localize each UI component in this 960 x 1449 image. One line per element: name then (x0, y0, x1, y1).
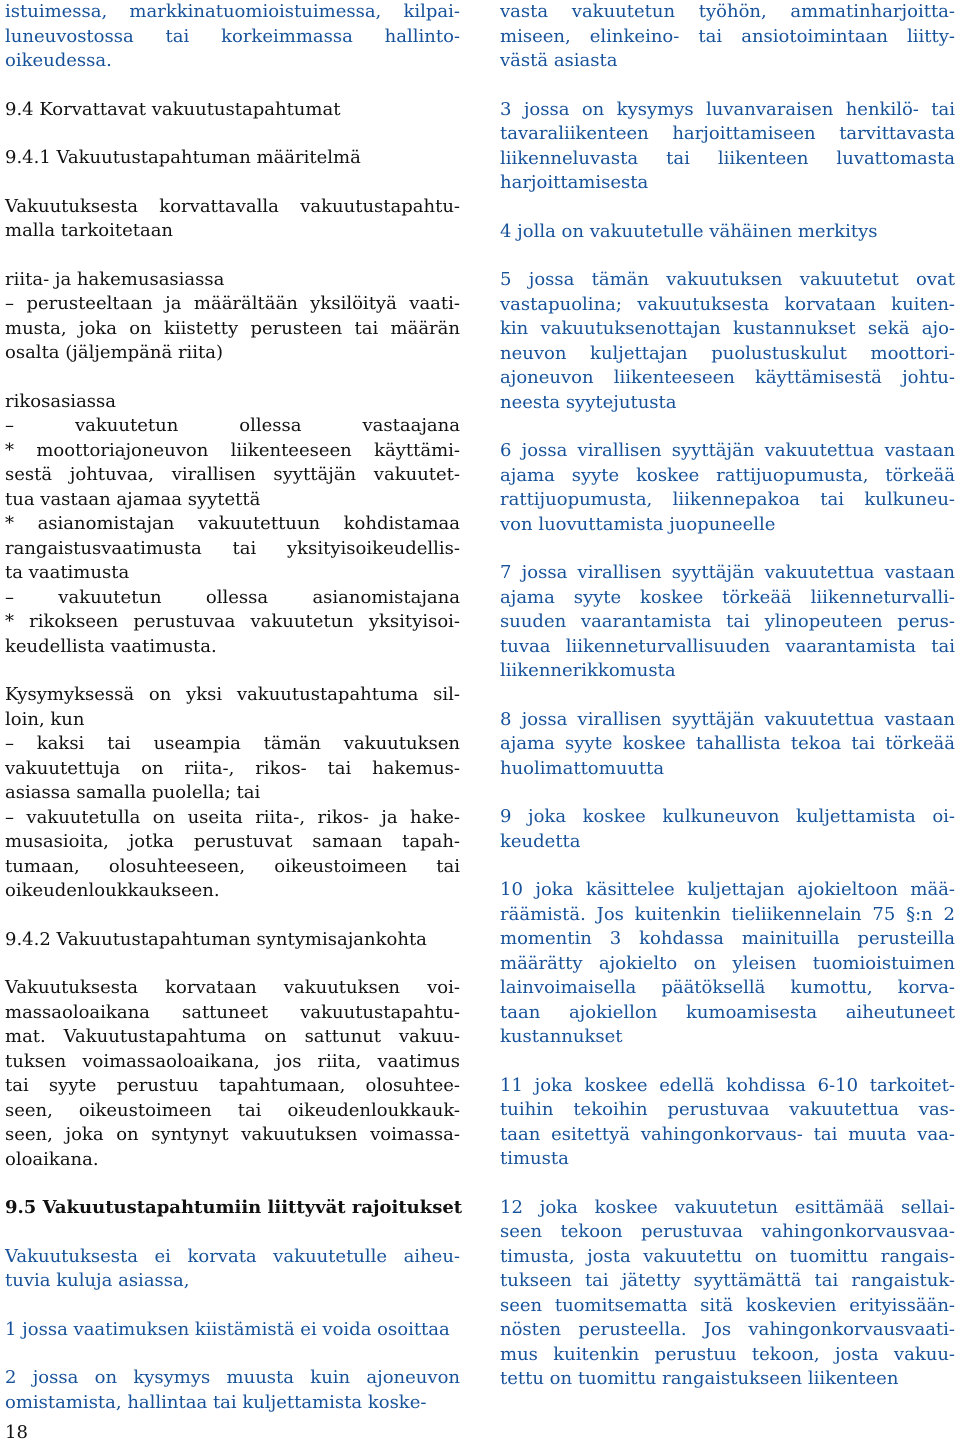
heading-9-5: 9.5 Vakuutustapahtumiin liittyvät rajoitukset (5, 1197, 463, 1218)
text-line: * rikokseen perustuvaa vakuutetun yksityisoi- (5, 611, 460, 632)
text-line: seen tuomitsematta sitä koskevien erityissään- (500, 1294, 955, 1316)
text-line: – kaksi tai useampia tämän vakuutuksen (5, 733, 460, 754)
text-line: taan esitettyä vahingonkorvaus- tai muuta vaa- (500, 1123, 955, 1145)
text-line: räämistä. Jos kuitenkin tieliikennelain 75 §:n 2 (500, 903, 955, 925)
text-line: osalta (jäljempänä riita) (5, 342, 224, 363)
heading-9-4: 9.4 Korvattavat vakuutustapahtumat (5, 98, 341, 120)
text-line: 8 jossa virallisen syyttäjän vakuutettua vastaan (500, 708, 955, 730)
text-line: musta, joka on kiistetty perusteen tai määrän (5, 317, 460, 339)
text-line: 3 jossa on kysymys luvanvaraisen henkilö- tai (500, 98, 955, 120)
text-line: Vakuutuksesta korvataan vakuutuksen voi- (5, 977, 460, 998)
text-line: suuden vaarantamista tai ylinopeuteen perus- (500, 611, 955, 632)
text-line: tuvia kuluja asiassa, (5, 1270, 190, 1291)
text-line: ajama syyte koskee törkeää liikenneturvalli- (500, 586, 955, 608)
text-line: * asianomistajan vakuutettuun kohdistamaa (5, 513, 460, 534)
text-line: luneuvostossa tai korkeimmassa hallinto- (5, 25, 460, 47)
text-line: musasioita, jotka perustuvat samaan tapah- (5, 831, 460, 852)
text-line: tettu on tuomittu rangaistukseen liikenteen (500, 1368, 899, 1389)
text-line: ajama syyte koskee rattijuopumusta, törkeää (500, 464, 955, 486)
left-column (5, 0, 463, 1415)
limit-intro (5, 1245, 460, 1294)
limit-item-9 (500, 805, 955, 854)
text-line: tukseen tai jätetty syyttämättä tai rangaistuk- (500, 1270, 955, 1291)
text-line: oloaikana. (5, 1148, 99, 1170)
text-line: * moottoriajoneuvon liikenteeseen käyttämi- (5, 439, 460, 461)
text-line: Kysymyksessä on yksi vakuutustapahtuma sil- (5, 684, 460, 705)
intro-paragraph (5, 0, 460, 74)
limit-item-6 (500, 439, 955, 537)
page-number: 18 (5, 1422, 28, 1443)
text-line: tua vastaan ajamaa syytettä (5, 488, 261, 510)
text-line: västä asiasta (500, 50, 618, 71)
text-line: von luovuttamista juopuneelle (500, 513, 776, 535)
text-line: asiassa samalla puolella; tai (5, 782, 261, 803)
text-line: – perusteeltaan ja määrältään yksilöityä vaati- (5, 293, 460, 314)
text-line: 6 jossa virallisen syyttäjän vakuutettua vastaan (500, 440, 955, 461)
text-line: kin vakuutuksenottajan kustannukset sekä ajo- (500, 318, 955, 339)
text-line: vakuutettuja on riita-, rikos- tai hakemus- (5, 757, 460, 779)
text-line: 9 joka koskee kulkuneuvon kuljettamista oi- (500, 806, 955, 827)
text-line: mat. Vakuutustapahtuma on sattunut vakuu- (5, 1026, 460, 1047)
text-line: tuksen voimassaoloaikana, jos riita, vaatimus (5, 1050, 460, 1072)
text-line: loin, kun (5, 708, 85, 730)
text-line: – vakuutetun ollessa asianomistajana (5, 586, 460, 608)
text-line: vastapuolina; vakuutuksesta korvataan kuiten- (500, 293, 955, 315)
limit-item-11 (500, 1074, 955, 1172)
text-line: seen, oikeustoimeen tai oikeudenloukkauk- (5, 1099, 460, 1121)
text-line: määrätty ajokielto on yleisen tuomioistuimen (500, 952, 955, 974)
text-line: massaoloaikana sattuneet vakuutustapahtu- (5, 1001, 460, 1023)
text-line: 10 joka käsittelee kuljettajan ajokieltoon mää- (500, 879, 955, 900)
text-line: momentin 3 kohdassa mainituilla perusteilla (500, 928, 955, 949)
text-line: tumaan, olosuhteeseen, oikeustoimeen tai (5, 855, 460, 877)
text-line: timusta, josta vakuutettu on tuomittu rangais- (500, 1245, 955, 1267)
text-line: Vakuutuksesta korvattavalla vakuutustapahtu- (5, 195, 460, 217)
text-line: ajama syyte koskee tahallista tekoa tai törkeää (500, 733, 955, 754)
riita-list (5, 292, 460, 366)
text-line: istuimessa, markkinatuomioistuimessa, kilpai- (5, 1, 460, 22)
text-line: taan ajokiellon kumoamisesta aiheutuneet (500, 1001, 955, 1023)
text-line: 4 jolla on vakuutetulle vähäinen merkitys (500, 220, 878, 242)
text-line: – vakuutetun ollessa vastaajana (5, 415, 460, 436)
text-line: seen, joka on syntynyt vakuutuksen voimassa- (5, 1124, 460, 1145)
text-line: rangaistusvaatimusta tai yksityisoikeudellis- (5, 537, 460, 559)
text-line: lainvoimaisella päätöksellä kumottu, korva- (500, 977, 955, 998)
text-line: nösten perusteella. Jos vahingonkorvausvaati- (500, 1319, 955, 1340)
limit-item-12 (500, 1196, 955, 1392)
text-line: oikeudenloukkaukseen. (5, 880, 220, 901)
right-column (500, 0, 955, 1392)
text-line: oikeudessa. (5, 50, 112, 71)
riita-title: riita- ja hakemusasiassa (5, 268, 225, 290)
one-event-paragraph (5, 683, 460, 904)
text-line: keudetta (500, 830, 581, 852)
text-line: 2 jossa on kysymys muusta kuin ajoneuvon (5, 1367, 460, 1388)
text-line: 11 joka koskee edellä kohdissa 6-10 tarkoitet- (500, 1074, 955, 1096)
text-line: rattijuopumusta, liikennepakoa tai kulkuneu- (500, 489, 955, 510)
limit-item-1 (5, 1318, 460, 1343)
text-line: Vakuutuksesta ei korvata vakuutetulle aiheu- (5, 1245, 460, 1267)
text-line: keudellista vaatimusta. (5, 635, 217, 657)
text-line: tuihin tekoihin perustuvaa vakuutettua vas- (500, 1099, 955, 1120)
text-line: 5 jossa tämän vakuutuksen vakuutetut ovat (500, 269, 955, 290)
text-line: vasta vakuutetun työhön, ammatinharjoitta- (500, 1, 955, 22)
time-paragraph (5, 976, 460, 1172)
text-line: seen tekoon perustuvaa vahingonkorvausvaa- (500, 1221, 955, 1242)
limit-item-8 (500, 708, 955, 782)
definition-paragraph (5, 195, 460, 244)
text-line: tavaraliikenteen harjoittamiseen tarvittavasta (500, 123, 955, 144)
text-line: kustannukset (500, 1026, 623, 1047)
text-line: omistamista, hallintaa tai kuljettamista koske- (5, 1391, 427, 1413)
text-line: mus kuitenkin perustuu tekoon, josta vakuu- (500, 1343, 955, 1365)
limit-item-7 (500, 561, 955, 684)
text-line: ajoneuvon liikenteeseen käyttämisestä johtu- (500, 367, 955, 388)
limit-item-2 (5, 1366, 460, 1415)
text-line: neuvon kuljettajan puolustuskulut moottori- (500, 342, 955, 364)
text-line: sestä johtuvaa, virallisen syyttäjän vakuutet- (5, 464, 460, 485)
text-line: neesta syytejutusta (500, 391, 677, 413)
text-line: malla tarkoitetaan (5, 220, 174, 241)
text-line: timusta (500, 1148, 569, 1169)
text-line: harjoittamisesta (500, 172, 649, 193)
text-line: 7 jossa virallisen syyttäjän vakuutettua vastaan (500, 562, 955, 583)
rikos-title: rikosasiassa (5, 390, 117, 412)
limit-item-4 (500, 220, 955, 245)
heading-9-4-1: 9.4.1 Vakuutustapahtuman määritelmä (5, 147, 361, 168)
heading-9-4-2: 9.4.2 Vakuutustapahtuman syntymisajankohta (5, 928, 427, 950)
limit-item-3 (500, 98, 955, 196)
text-line: huolimattomuutta (500, 757, 665, 779)
text-line: liikennerikkomusta (500, 660, 676, 681)
text-line: tai syyte perustuu tapahtumaan, olosuhtee- (5, 1075, 460, 1096)
limit-item-2-continued (500, 0, 955, 74)
text-line: tuvaa liikenneturvallisuuden vaarantamista tai (500, 635, 955, 657)
text-line: miseen, elinkeino- tai ansiotoimintaan liitty- (500, 25, 955, 47)
text-line: – vakuutetulla on useita riita-, rikos- ja hake- (5, 806, 460, 828)
limit-item-10 (500, 878, 955, 1050)
text-line: liikenneluvasta tai liikenteen luvattomasta (500, 147, 955, 169)
rikos-list (5, 414, 460, 659)
text-line: 1 jossa vaatimuksen kiistämistä ei voida osoittaa (5, 1318, 450, 1340)
limit-item-5 (500, 268, 955, 415)
text-line: 12 joka koskee vakuutetun esittämää sellai- (500, 1196, 955, 1218)
text-line: ta vaatimusta (5, 562, 130, 583)
